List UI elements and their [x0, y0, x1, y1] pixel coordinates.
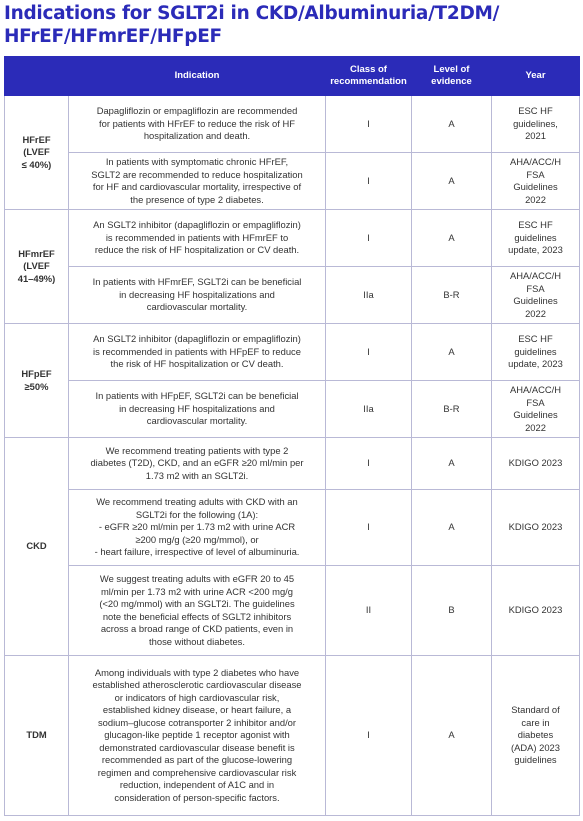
indication-line: in decreasing HF hospitalizations and: [119, 288, 275, 300]
indication-cell: [69, 566, 326, 656]
year-cell: [492, 324, 580, 381]
group-label-line: HFrEF: [22, 133, 51, 145]
year-cell: [492, 381, 580, 438]
indication-line: reduction, independent of A1C and in: [119, 779, 275, 791]
indication-cell: [69, 490, 326, 566]
indication-line: the risk of HF hospitalization or CV death.: [110, 358, 284, 370]
header-level: [412, 57, 492, 96]
year-line: update, 2023: [508, 244, 563, 256]
level-cell: A: [412, 438, 492, 490]
year-line: 2022: [525, 307, 546, 319]
class-cell: II: [326, 566, 412, 656]
indication-line: SGLT2 are recommended to reduce hospitalization: [91, 168, 303, 180]
year-line: update, 2023: [508, 358, 563, 370]
year-line: guidelines,: [513, 117, 558, 129]
table-row: [5, 96, 580, 153]
indication-line: across a broad range of CKD patients, even in: [100, 623, 294, 634]
year-cell: [492, 656, 580, 816]
group-label-line: (LVEF: [23, 260, 50, 272]
year-line: Guidelines: [513, 181, 558, 192]
indication-line: 1.73 m2 with an SGLT2i.: [145, 469, 249, 481]
indication-line: or indicators of high cardiovascular risk,: [114, 691, 280, 703]
group-label-line: CKD: [26, 540, 47, 552]
header-level-line: Level of: [433, 64, 470, 75]
indication-line: SGLT2i for the following (1A):: [135, 508, 259, 520]
class-cell: I: [326, 96, 412, 153]
year-cell: [492, 267, 580, 324]
level-cell: A: [412, 490, 492, 566]
group-label: [5, 438, 69, 656]
indications-table: [4, 56, 580, 816]
group-label: [5, 656, 69, 816]
indication-line: consideration of person-specific factors.: [114, 791, 280, 803]
table-row: [5, 566, 580, 656]
header-class-line: Class of: [350, 64, 387, 75]
indication-cell: [69, 438, 326, 490]
level-cell: A: [412, 153, 492, 210]
indication-line: established kidney disease, or heart failure, a: [102, 704, 292, 716]
year-cell: [492, 490, 580, 566]
header-class: [326, 57, 412, 96]
indication-line: hospitalization and death.: [143, 130, 251, 142]
table-row: [5, 267, 580, 324]
level-cell: A: [412, 96, 492, 153]
year-cell: [492, 438, 580, 490]
class-cell: I: [326, 153, 412, 210]
indication-line: We recommend treating patients with type 2: [105, 444, 289, 456]
indication-line: reduce the risk of HF hospitalization or CV death.: [94, 244, 300, 256]
indication-line: Dapagliflozin or empagliflozin are recommended: [96, 105, 298, 117]
year-line: AHA/ACC/H: [509, 384, 562, 395]
indication-line: Among individuals with type 2 diabetes who have: [94, 666, 300, 678]
year-line: diabetes: [517, 729, 554, 741]
year-line: FSA: [526, 282, 545, 294]
class-cell: I: [326, 490, 412, 566]
year-line: care in: [521, 716, 550, 728]
indication-line: cardiovascular mortality.: [146, 301, 248, 313]
year-line: 2021: [525, 130, 546, 142]
table-row: [5, 153, 580, 210]
indication-line: diabetes (T2D), CKD, and an eGFR ≥20 ml/min per: [90, 457, 304, 469]
year-cell: [492, 210, 580, 267]
table-row: [5, 490, 580, 566]
year-line: Guidelines: [513, 409, 558, 420]
level-cell: A: [412, 656, 492, 816]
group-label-line: (LVEF: [23, 146, 50, 158]
year-line: AHA/ACC/H: [509, 156, 562, 167]
title-line-1: Indications for SGLT2i in CKD/Albuminuria/T2DM/: [4, 3, 500, 24]
year-line: (ADA) 2023: [511, 741, 560, 753]
title-line-2: HFrEF/HFmrEF/HFpEF: [4, 26, 222, 47]
year-line: KDIGO 2023: [508, 457, 563, 469]
year-line: FSA: [526, 168, 545, 180]
indication-line: ≥200 mg/g (≥20 mg/mmol), or: [135, 533, 259, 545]
group-label-line: TDM: [26, 729, 47, 741]
indication-line: (<20 mg/mmol) with an SGLT2i. The guidelines: [99, 598, 295, 609]
indication-line: We suggest treating adults with eGFR 20 to 45: [99, 573, 295, 584]
year-line: FSA: [526, 396, 545, 408]
class-cell: I: [326, 324, 412, 381]
indication-cell: [69, 381, 326, 438]
indication-line: established atherosclerotic cardiovascular disease: [92, 679, 302, 691]
year-line: ESC HF: [518, 333, 553, 345]
class-cell: I: [326, 210, 412, 267]
header-level-line: evidence: [431, 76, 472, 87]
group-label-line: ≤ 40%): [21, 158, 52, 170]
table-row: [5, 656, 580, 816]
indication-line: for patients with HFrEF to reduce the risk of HF: [99, 117, 295, 129]
indication-line: those without diabetes.: [149, 635, 245, 647]
table-row: [5, 324, 580, 381]
level-cell: B-R: [412, 381, 492, 438]
table-row: [5, 438, 580, 490]
page-title: [4, 2, 579, 48]
indication-line: - heart failure, irrespective of level of albuminuria.: [94, 546, 300, 558]
year-line: guidelines: [514, 231, 557, 243]
year-line: ESC HF: [518, 219, 553, 231]
indication-cell: [69, 324, 326, 381]
class-cell: IIa: [326, 267, 412, 324]
year-cell: [492, 566, 580, 656]
indication-line: for HF and cardiovascular mortality, irrespective of: [92, 181, 302, 192]
year-line: guidelines: [514, 754, 557, 766]
year-line: guidelines: [514, 345, 557, 357]
year-line: 2022: [525, 421, 546, 433]
indication-line: glucagon-like peptide 1 receptor agonist with: [104, 729, 290, 741]
class-cell: IIa: [326, 381, 412, 438]
indication-cell: [69, 267, 326, 324]
header-indication: Indication: [69, 57, 326, 96]
indication-line: in decreasing HF hospitalizations and: [119, 402, 275, 414]
class-cell: I: [326, 438, 412, 490]
table-row: [5, 210, 580, 267]
header-year: Year: [492, 57, 580, 96]
indication-cell: [69, 656, 326, 816]
group-label: [5, 96, 69, 210]
indication-line: In patients with HFmrEF, SGLT2i can be beneficial: [92, 276, 302, 288]
indication-line: ml/min per 1.73 m2 with urine ACR <200 mg/g: [100, 585, 293, 597]
indication-cell: [69, 153, 326, 210]
group-label-line: HFmrEF: [18, 247, 55, 259]
year-line: AHA/ACC/H: [509, 270, 562, 281]
indication-line: An SGLT2 inhibitor (dapagliflozin or empagliflozin): [93, 219, 301, 231]
header-group: [5, 57, 69, 96]
year-cell: [492, 153, 580, 210]
header-row: [5, 57, 580, 96]
indication-line: - eGFR ≥20 ml/min per 1.73 m2 with urine ACR: [98, 521, 296, 533]
group-label-line: 41–49%): [17, 272, 56, 284]
year-line: KDIGO 2023: [508, 521, 563, 533]
year-cell: [492, 96, 580, 153]
indication-line: We recommend treating adults with CKD with an: [96, 496, 298, 508]
indication-line: cardiovascular mortality.: [146, 415, 248, 427]
group-label-line: ≥50%: [24, 380, 49, 392]
indication-line: regimen and comprehensive cardiovascular risk: [97, 766, 297, 778]
indication-line: In patients with symptomatic chronic HFrEF,: [105, 156, 289, 167]
level-cell: A: [412, 210, 492, 267]
year-line: Guidelines: [513, 295, 558, 306]
indication-line: is recommended in patients with HFpEF to reduce: [93, 345, 301, 357]
indication-line: sodium–glucose cotransporter 2 inhibitor and/or: [97, 716, 297, 728]
level-cell: B: [412, 566, 492, 656]
table-header: [5, 57, 580, 96]
table-row: [5, 381, 580, 438]
class-cell: I: [326, 656, 412, 816]
table-body: [5, 96, 580, 816]
group-label: [5, 210, 69, 324]
group-label: [5, 324, 69, 438]
indication-line: is recommended in patients with HFmrEF to: [105, 231, 289, 243]
indication-line: note the beneficial effects of SGLT2 inhibitors: [102, 610, 292, 622]
year-line: 2022: [525, 193, 546, 205]
indication-line: recommended as part of the glucose-lowering: [101, 754, 293, 766]
indication-line: the presence of type 2 diabetes.: [130, 193, 264, 205]
level-cell: A: [412, 324, 492, 381]
level-cell: B-R: [412, 267, 492, 324]
group-label-line: HFpEF: [21, 368, 52, 379]
year-line: ESC HF: [518, 105, 553, 117]
year-line: Standard of: [511, 704, 560, 716]
indication-line: demonstrated cardiovascular disease benefit is: [99, 741, 295, 753]
indication-line: In patients with HFpEF, SGLT2i can be beneficial: [95, 390, 299, 402]
indication-cell: [69, 210, 326, 267]
year-line: KDIGO 2023: [508, 604, 563, 616]
indication-cell: [69, 96, 326, 153]
indication-line: An SGLT2 inhibitor (dapagliflozin or empagliflozin): [93, 333, 301, 345]
header-class-line: recommendation: [330, 76, 407, 87]
